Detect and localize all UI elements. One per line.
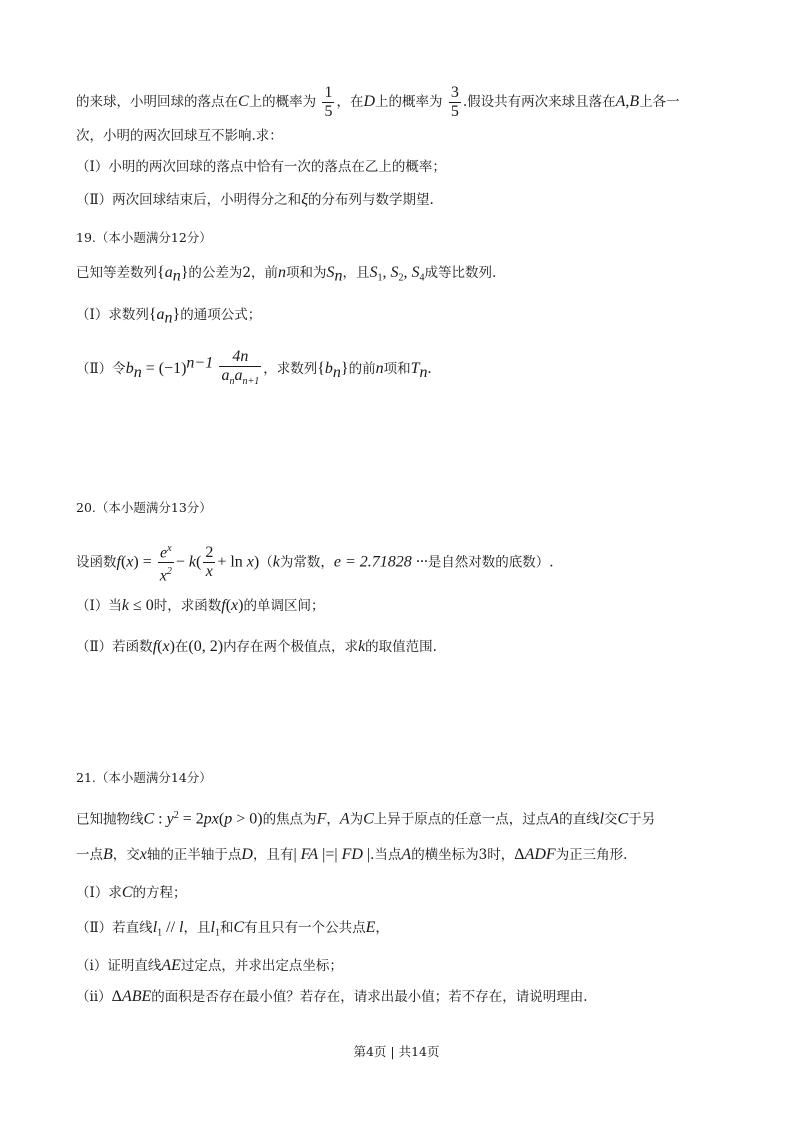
- text: ，且: [342, 265, 370, 281]
- text: （ⅱ）: [76, 989, 112, 1005]
- text: （Ⅰ）求数列: [76, 307, 149, 323]
- q19-part-2: （Ⅱ）令$b_n = (-1)^{n-1}$ $\frac{4n}{a_na_{n+1}}$ ，求数列$\{b_n\}$的前n项和$T_n$.: [76, 348, 432, 391]
- q20-part-1: （Ⅰ）当k ≤ 0时，求函数f(x)的单调区间；: [76, 597, 325, 614]
- text: 的焦点为: [262, 811, 317, 828]
- text: ，且: [183, 920, 211, 936]
- q19-stem: 已知等差数列$\{a_n\}$的公差为2，前n项和为$S_n$，且$S_1$, $S_2$, $S_4$成等比数列.: [76, 264, 497, 285]
- q21-part-2-i: （ⅰ）证明直线AE过定点，并求出定点坐标；: [76, 957, 343, 974]
- text: .当点: [370, 847, 402, 863]
- text: 轴的正半轴于点: [146, 847, 242, 863]
- q18-part-2: [76, 190, 434, 210]
- math-AB: A: [615, 93, 626, 110]
- text: 的单调区间；: [243, 598, 325, 614]
- q21-part-2: （Ⅱ）若直线$l_1$ // l，且$l_1$和C有且只有一个公共点E，: [76, 919, 389, 939]
- text: ，在: [336, 94, 364, 110]
- text: 于另: [628, 811, 656, 828]
- text: 有且只有一个公共点: [244, 920, 366, 936]
- q21-part-2-ii: （ⅱ）ΔABE的面积是否存在最小值？若存在，请求出最小值；若不存在，请说明理由.: [76, 988, 588, 1005]
- text: 的通项公式；: [180, 307, 262, 323]
- math-xi: ξ: [301, 191, 309, 208]
- text: 是自然对数的底数）.: [427, 554, 554, 571]
- text: （Ⅱ）若直线: [76, 920, 153, 936]
- q20-stem: 设函数f(x) = $\frac{e^x}{x^2}$ − k( $\frac{2}{x}$ + ln x)（k为常数，e = 2.71828 ···是自然对数的底数）.: [76, 540, 554, 586]
- text: 上异于原点的任意一点，过点: [373, 811, 550, 828]
- text: 一点: [76, 847, 103, 863]
- text: 为常数，: [279, 554, 334, 571]
- text: 的公差为2，前: [188, 265, 278, 281]
- fraction-1-5: $\frac{1}{5}$: [324, 84, 333, 120]
- text: 上各一: [639, 94, 680, 110]
- q21-stem-1: 已知抛物线C : $y^2 = 2px(p > 0)$的焦点为F，A为C上异于原点的任意一点，过点A的直线l交C于另: [76, 810, 656, 828]
- text: 19.（本小题满分12分）: [76, 230, 212, 245]
- text: 时，求函数: [153, 598, 222, 614]
- text: 和: [219, 920, 234, 936]
- text: （Ⅰ）小明的两次回球的落点中恰有一次的落点在乙上的概率；: [76, 159, 446, 175]
- text: ，: [326, 811, 340, 828]
- text: 过定点，并求出定点坐标；: [180, 958, 343, 974]
- text: （ⅰ）证明直线: [76, 958, 162, 974]
- text: （Ⅰ）当: [76, 598, 122, 614]
- q18-continued-line-1: 的来球，小明回球的落点在C上的概率为 $\frac{1}{5}$ ，在D上的概率为 $\frac{3}{5}$ .假设共有两次来球且落在A,B上各一: [76, 84, 680, 120]
- text: （Ⅱ）令: [76, 361, 126, 378]
- page-footer: 第4页 | 共14页: [353, 1044, 440, 1059]
- math-D: D: [363, 93, 376, 110]
- fraction-3-5: $\frac{3}{5}$: [450, 84, 459, 120]
- text: 的取值范围.: [365, 639, 437, 655]
- text: 的方程；: [132, 885, 187, 901]
- text: 成等比数列.: [424, 265, 497, 281]
- q19-part-1: （Ⅰ）求数列$\{a_n\}$的通项公式；: [76, 306, 262, 327]
- text: 的直线: [559, 811, 600, 828]
- text: 的面积是否存在最小值？若存在，请求出最小值；若不存在，请说明理由.: [151, 989, 588, 1005]
- text: （Ⅰ）求: [76, 885, 122, 901]
- text: 次，小明的两次回球互不影响.求：: [76, 128, 283, 144]
- text: ，求数列: [263, 361, 318, 378]
- text: （Ⅱ）若函数: [76, 639, 153, 655]
- q20-part-2: （Ⅱ）若函数f(x)在(0, 2)内存在两个极值点，求k的取值范围.: [76, 638, 437, 655]
- text: ，: [375, 920, 389, 936]
- text: （Ⅱ）两次回球结束后，小明得分之和: [76, 192, 302, 208]
- text: 项和: [383, 361, 411, 378]
- text: 上的概率为: [375, 94, 443, 110]
- text: 的分布列与数学期望.: [308, 192, 434, 208]
- text: 21.（本小题满分14分）: [76, 770, 212, 785]
- q20-header: [76, 498, 212, 518]
- q21-part-1: （Ⅰ）求C的方程；: [76, 884, 187, 901]
- text: 为正三角形.: [555, 847, 628, 863]
- text: （: [259, 554, 273, 571]
- text: 上的概率为: [248, 94, 317, 110]
- text: 的前: [348, 361, 376, 378]
- text: 交: [604, 811, 618, 828]
- text: 的来球，小明回球的落点在: [76, 94, 238, 110]
- text: 为: [349, 811, 364, 828]
- text: .假设共有两次来球且落在: [462, 94, 616, 110]
- q18-part-1: [76, 157, 446, 177]
- text: 在: [174, 639, 189, 655]
- q18-continued-line-2: [76, 126, 283, 146]
- text: 设函数: [76, 554, 117, 571]
- e-value: e = 2.71828 ···: [333, 553, 428, 571]
- text: 已知等差数列: [76, 265, 157, 281]
- fraction-ex-x2: $\frac{e^x}{x^2}$: [159, 543, 172, 585]
- text: ，且有: [252, 847, 294, 863]
- text: 的横坐标为3时，: [411, 847, 515, 863]
- text: 项和为: [285, 265, 327, 281]
- q21-header: [76, 768, 212, 788]
- q21-stem-2: 一点B，交x轴的正半轴于点D，且有| FA |=| FD |.当点A的横坐标为3时，ΔADF为正三角形.: [76, 846, 628, 863]
- math-C: C: [238, 93, 249, 110]
- q19-header: [76, 228, 212, 248]
- text: ，交: [112, 847, 140, 863]
- fraction-2-x: $\frac{2}{x}$: [205, 544, 214, 581]
- text: 20.（本小题满分13分）: [76, 500, 212, 515]
- text: 已知抛物线: [76, 811, 144, 828]
- fraction-4n: $\frac{4n}{a_na_{n+1}}$: [219, 348, 261, 391]
- text: 内存在两个极值点，求: [223, 639, 359, 655]
